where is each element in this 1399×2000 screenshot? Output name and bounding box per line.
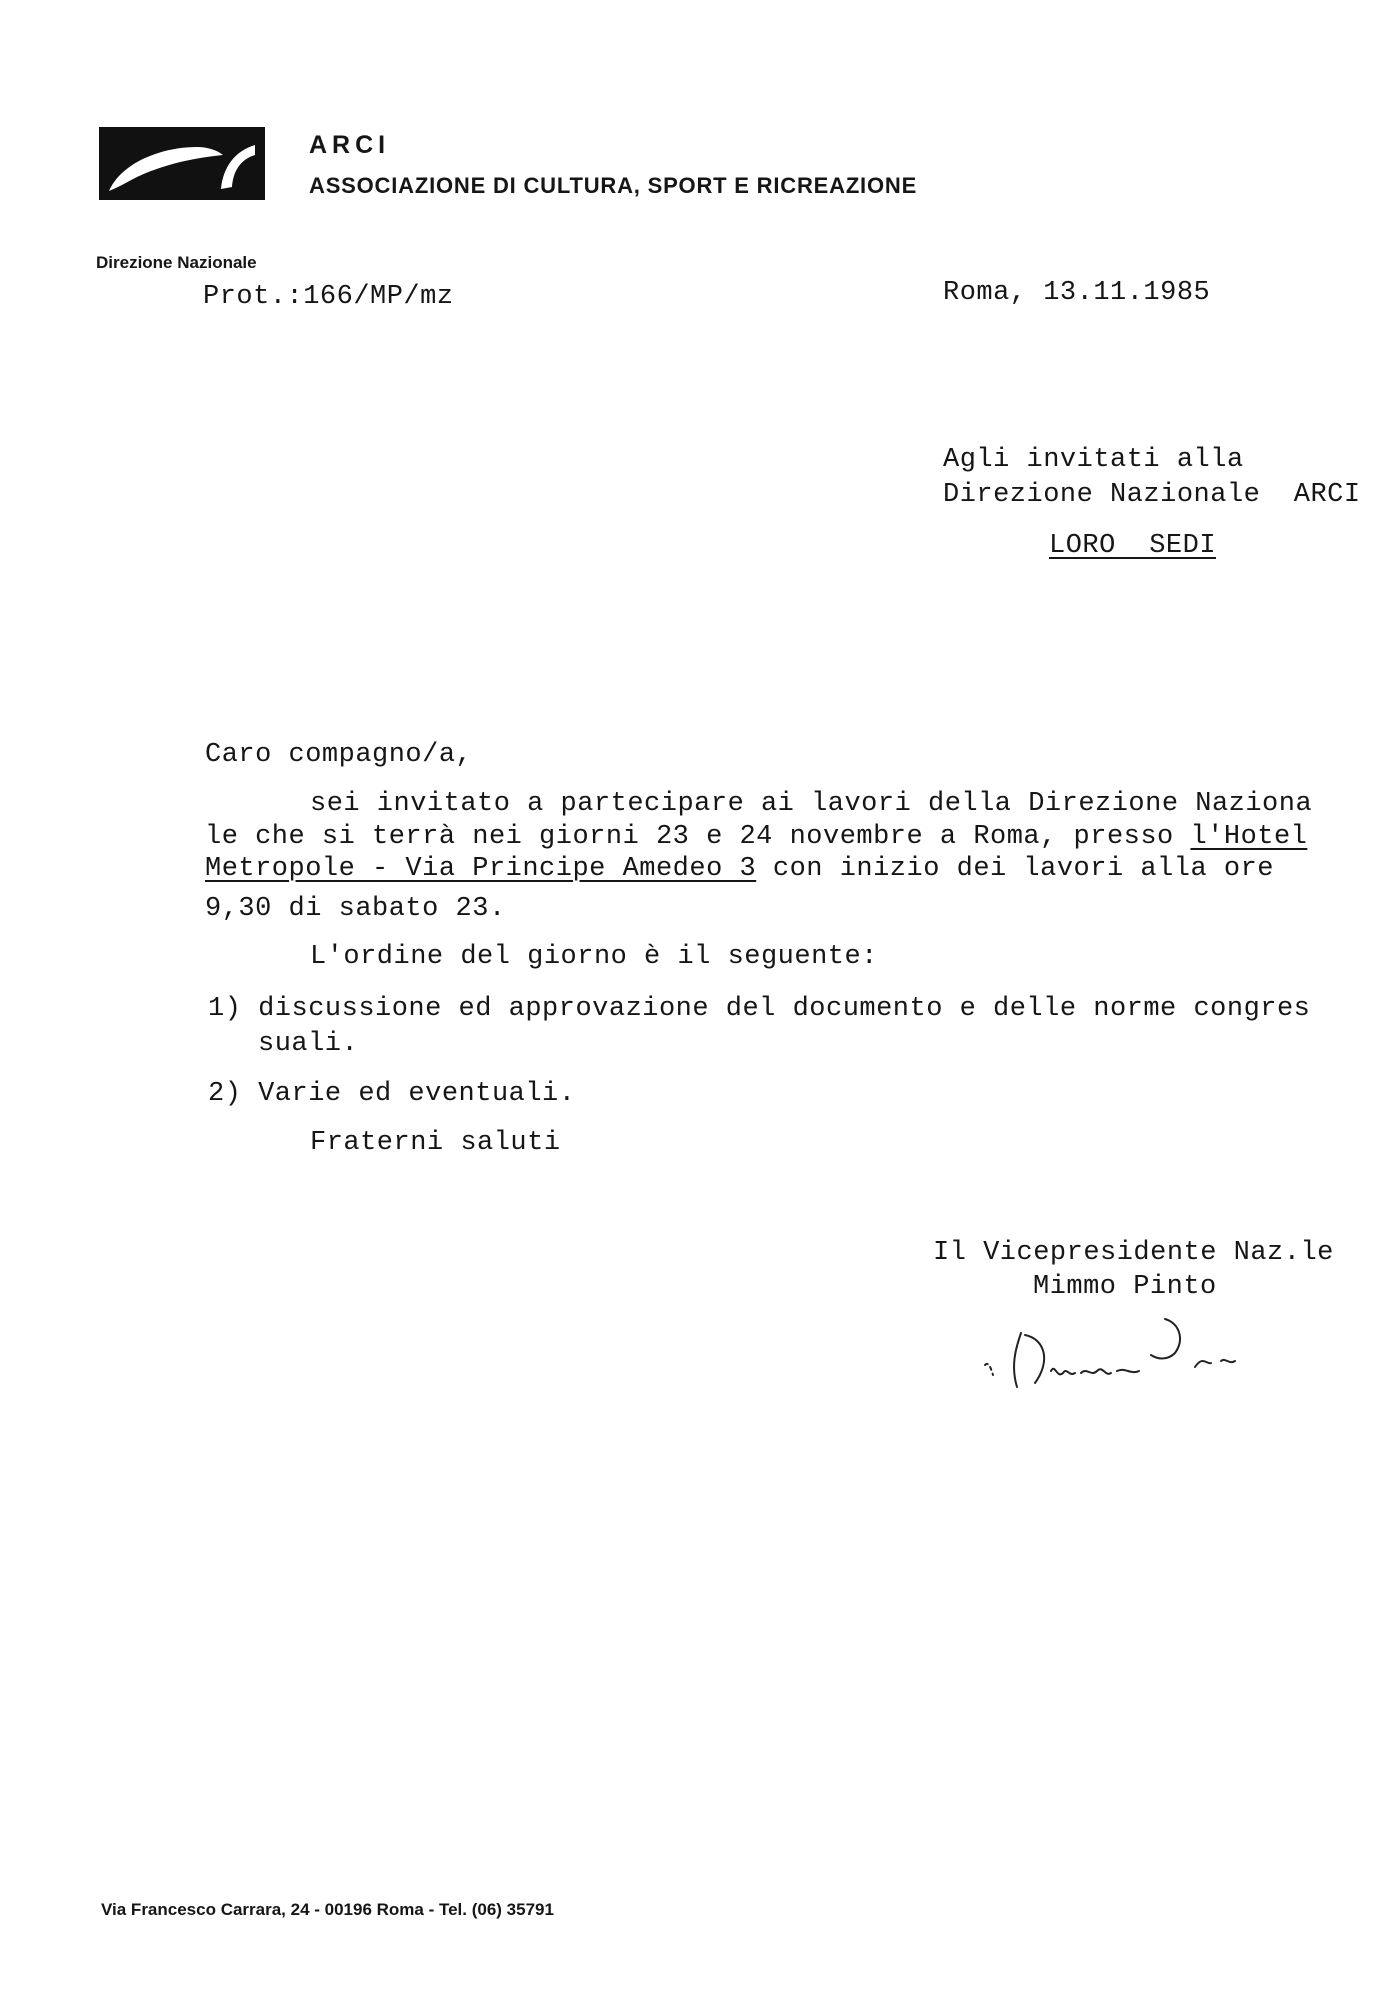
arci-logo-icon: [99, 127, 265, 200]
body-line-1: sei invitato a partecipare ai lavori della Direzione Naziona: [310, 789, 1313, 819]
recipient-line-1: Agli invitati alla: [943, 445, 1244, 475]
hotel-address: Metropole - Via Principe Amedeo 3: [205, 854, 757, 884]
place-date: Roma, 13.11.1985: [943, 278, 1211, 308]
body-line-3-text: con inizio dei lavori alla ore: [756, 854, 1274, 884]
closing: Fraterni saluti: [310, 1128, 561, 1158]
agenda-item-1-cont: suali.: [258, 1029, 359, 1059]
org-name: ARCI: [309, 131, 391, 159]
hotel-name-part1: l'Hotel: [1190, 822, 1308, 852]
salutation: Caro compagno/a,: [205, 740, 473, 770]
signatory-name: Mimmo Pinto: [1033, 1272, 1217, 1302]
handwritten-signature-icon: [965, 1305, 1285, 1400]
agenda-item-2: 2) Varie ed eventuali.: [208, 1079, 576, 1109]
body-line-2-text: le che si terrà nei giorni 23 e 24 novembre a Roma, presso: [205, 822, 1191, 852]
recipient-line-3: LORO SEDI: [1049, 531, 1217, 561]
body-line-3: [205, 852, 1274, 886]
department-label: Direzione Nazionale: [96, 253, 257, 272]
agenda-intro: L'ordine del giorno è il seguente:: [310, 942, 878, 972]
recipient-line-2: Direzione Nazionale ARCI: [943, 480, 1361, 510]
org-full-name: ASSOCIAZIONE DI CULTURA, SPORT E RICREAZIONE: [309, 173, 918, 198]
signatory-title: Il Vicepresidente Naz.le: [933, 1238, 1334, 1268]
agenda-item-1: 1) discussione ed approvazione del documento e delle norme congres: [208, 994, 1311, 1024]
body-line-4: 9,30 di sabato 23.: [205, 894, 506, 924]
protocol-number: Prot.:166/MP/mz: [203, 282, 454, 312]
body-line-2: [205, 820, 1307, 854]
footer-address: Via Francesco Carrara, 24 - 00196 Roma - Tel. (06) 35791: [101, 1900, 554, 1919]
